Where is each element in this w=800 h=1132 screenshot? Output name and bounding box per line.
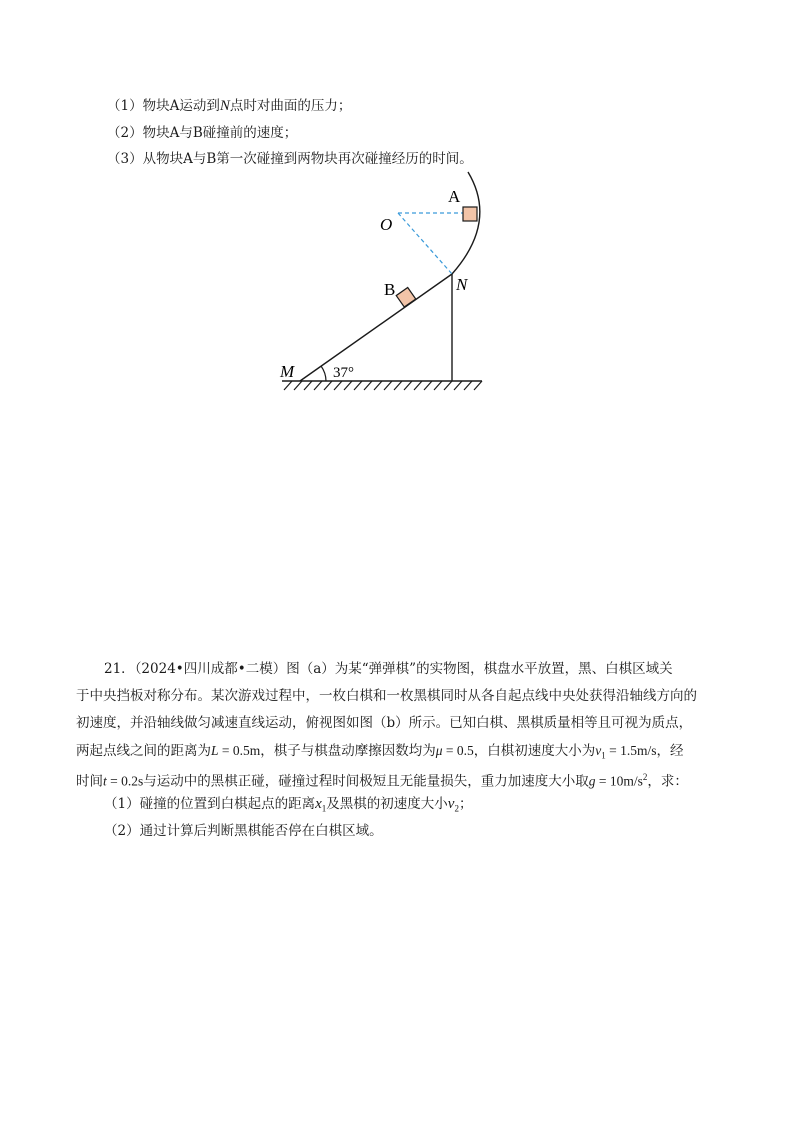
problem-21-line-4 bbox=[76, 737, 726, 764]
val-l: = 0.5m bbox=[218, 743, 261, 758]
var-v1-sub: 1 bbox=[601, 750, 606, 761]
problem-21-line-1 bbox=[76, 656, 726, 683]
val-mu: = 0.5 bbox=[442, 743, 474, 758]
label-o: O bbox=[380, 215, 393, 234]
question-1-text-a: 物块A运动到 bbox=[142, 98, 220, 114]
question-1-var-n: N bbox=[219, 98, 230, 114]
angle-arc bbox=[321, 366, 326, 381]
sub-1-text-a: （1）碰撞的位置到白棋起点的距离 bbox=[104, 796, 316, 812]
problem-21-line-5 bbox=[76, 764, 726, 791]
val-v1: = 1.5m/s bbox=[605, 743, 657, 758]
val-g: = 10m/s bbox=[595, 773, 643, 789]
physics-diagram bbox=[270, 160, 500, 400]
sub-1-text-c: ； bbox=[458, 796, 473, 812]
label-m: M bbox=[280, 362, 295, 381]
problem-source: （2024•四川成都•二模） bbox=[134, 661, 287, 677]
problem-text-2: 于中央挡板对称分布。某次游戏过程中，一枚白棋和一枚黑棋同时从各自起点线中央处获得沿轴线方向的 bbox=[76, 688, 697, 704]
question-1-text-b: 点时对曲面的压力； bbox=[229, 98, 352, 114]
problem-text-5b: 与运动中的黑棋正碰，碰撞过程时间极短且无能量损失，重力加速度大小取 bbox=[143, 773, 589, 790]
label-a: A bbox=[448, 187, 461, 206]
incline-line bbox=[300, 274, 452, 381]
question-2-text: 物块A与B碰撞前的速度； bbox=[142, 125, 298, 141]
label-n: N bbox=[456, 275, 468, 294]
question-3-text: 从物块A与B第一次碰撞到两物块再次碰撞经历的时间。 bbox=[142, 151, 473, 167]
problem-21-line-3 bbox=[76, 710, 726, 737]
problem-text-1: 图（a）为某“弹弹棋”的实物图，棋盘水平放置，黑、白棋区域关 bbox=[286, 661, 673, 677]
ground bbox=[282, 381, 482, 390]
problem-text-3: 初速度，并沿轴线做匀减速直线运动，俯视图如图（b）所示。已知白棋、黑棋质量相等且可视为质点， bbox=[76, 715, 693, 731]
problem-text-4d: ，经 bbox=[656, 743, 684, 759]
var-v2: v bbox=[447, 796, 455, 812]
val-g-sup: 2 bbox=[642, 772, 648, 782]
val-t: = 0.2s bbox=[106, 773, 144, 789]
problem-21 bbox=[76, 656, 726, 845]
problem-21-sub-1 bbox=[76, 791, 726, 818]
problem-text-5a: 时间 bbox=[76, 773, 103, 790]
var-x1: x bbox=[315, 796, 322, 812]
problem-21-sub-2 bbox=[76, 818, 726, 845]
block-a bbox=[463, 207, 477, 221]
problem-text-5c: ，求： bbox=[647, 773, 688, 790]
question-3-number: （3） bbox=[107, 151, 143, 167]
problem-number: 21． bbox=[104, 661, 135, 677]
var-v1: v bbox=[595, 743, 602, 758]
label-b: B bbox=[384, 280, 396, 299]
problem-text-4a: 两起点线之间的距离为 bbox=[76, 743, 211, 759]
question-1-number: （1） bbox=[107, 98, 143, 114]
var-t: t bbox=[103, 773, 107, 789]
problem-text-4b: ，棋子与棋盘动摩擦因数均为 bbox=[260, 743, 436, 759]
label-angle: 37° bbox=[333, 365, 354, 381]
dashed-radius-on bbox=[398, 213, 452, 274]
sub-2-text: （2）通过计算后判断黑棋能否停在白棋区域。 bbox=[104, 823, 383, 839]
question-2-number: （2） bbox=[107, 125, 143, 141]
var-l: L bbox=[211, 743, 219, 758]
sub-1-text-b: 及黑棋的初速度大小 bbox=[326, 796, 448, 812]
question-2 bbox=[107, 123, 297, 143]
block-b bbox=[396, 288, 415, 307]
var-v2-sub: 2 bbox=[454, 803, 459, 814]
problem-21-line-2 bbox=[76, 683, 726, 710]
var-x1-sub: 1 bbox=[321, 803, 327, 814]
question-1 bbox=[107, 96, 351, 116]
problem-text-4c: ，白棋初速度大小为 bbox=[473, 743, 596, 759]
var-mu: μ bbox=[435, 743, 443, 758]
var-g: g bbox=[588, 773, 596, 789]
